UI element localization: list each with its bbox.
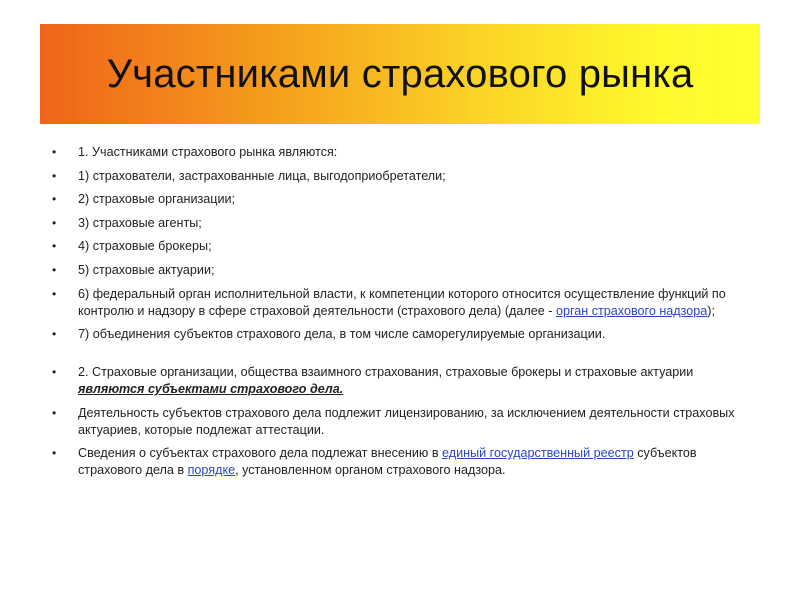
list-item-text-end: ); (707, 303, 715, 318)
list-item-text: 2) страховые организации; (78, 192, 236, 207)
list-item-text: 7) объединения субъектов страхового дела, в том числе саморегулируемые организации. (78, 327, 606, 342)
list-item-text: 1) страхователи, застрахованные лица, выгодоприобретатели; (78, 168, 446, 183)
list-item-text-middle: субъектов страхового дела в (78, 446, 697, 478)
list-item-text: 2. Страховые организации, общества взаимного страхования, страховые брокеры и страховые актуарии (78, 365, 694, 380)
procedure-link[interactable]: порядке (187, 463, 236, 478)
list-item-text: 4) страховые брокеры; (78, 239, 212, 254)
title-banner (40, 24, 760, 124)
list-item-text: 3) страховые агенты; (78, 215, 202, 230)
list-item (52, 445, 757, 479)
list-item (52, 215, 757, 232)
list-item-text: 6) федеральный орган исполнительной власти, к компетенции которого относится осуществление функций по контролю и надзору в сфере страховой деятельности (страхового дела) (далее - (78, 286, 726, 318)
state-register-link[interactable]: единый государственный реестр (442, 446, 634, 461)
list-item (52, 144, 757, 161)
list-item (52, 405, 757, 439)
list-item (52, 262, 757, 279)
list-item-text: 1. Участниками страхового рынка являются: (78, 145, 338, 159)
list-item-text: 5) страховые актуарии; (78, 262, 215, 277)
emphasis-text: являются субъектами страхового дела. (78, 382, 344, 397)
supervision-authority-link[interactable]: орган страхового надзора (555, 303, 708, 318)
list-item (52, 191, 757, 208)
list-item (52, 364, 757, 398)
list-item (52, 238, 757, 255)
list-item-text: Сведения о субъектах страхового дела подлежат внесению в (78, 446, 443, 461)
bullet-list (52, 144, 757, 486)
list-item (52, 326, 757, 343)
list-item-text-end: , установленном органом страхового надзора. (235, 463, 506, 478)
slide-title: Участниками страхового рынка (106, 51, 694, 96)
list-item-text: Деятельность субъектов страхового дела подлежит лицензированию, за исключением деятельности страховых актуариев, которые подлежат аттестации. (78, 405, 735, 437)
list-item (52, 286, 757, 320)
list-item (52, 168, 757, 185)
